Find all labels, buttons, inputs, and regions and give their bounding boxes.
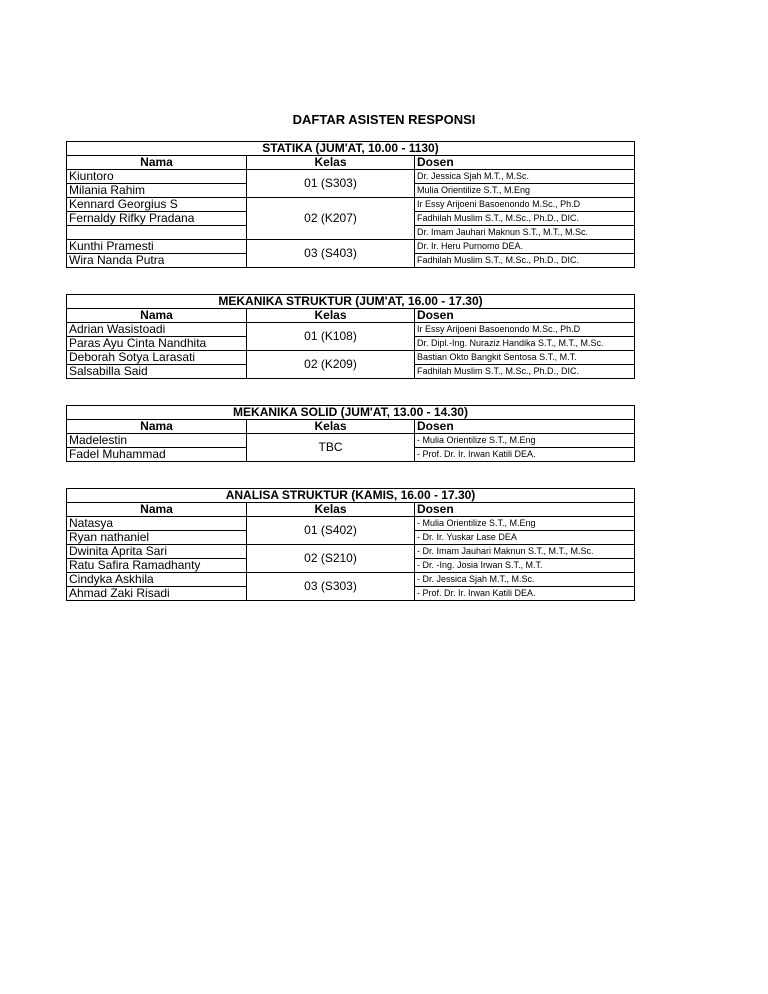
kelas-cell: TBC (247, 434, 415, 462)
dosen-cell: Fadhilah Muslim S.T., M.Sc., Ph.D., DIC. (415, 212, 635, 226)
kelas-cell: 02 (K207) (247, 198, 415, 240)
dosen-cell: - Prof. Dr. Ir. Irwan Katili DEA. (415, 448, 635, 462)
table-title-row (67, 142, 635, 156)
dosen-cell: - Dr. Ir. Yuskar Lase DEA (415, 531, 635, 545)
dosen-cell: Dr. Dipl.-Ing. Nuraziz Handika S.T., M.T., M.Sc. (415, 337, 635, 351)
table-row (67, 517, 635, 531)
document-title-text: DAFTAR ASISTEN RESPONSI (292, 112, 476, 127)
kelas-cell: 01 (K108) (247, 323, 415, 351)
header-kelas: Kelas (247, 156, 415, 170)
table-title: MEKANIKA STRUKTUR (JUM'AT, 16.00 - 17.30) (67, 295, 635, 309)
table-mekanika-struktur (66, 294, 635, 379)
table-row (67, 434, 635, 448)
dosen-cell: Fadhilah Muslim S.T., M.Sc., Ph.D., DIC. (415, 365, 635, 379)
nama-cell: Natasya (67, 517, 247, 531)
dosen-cell: - Dr. Jessica Sjah M.T., M.Sc. (415, 573, 635, 587)
table-title: STATIKA (JUM'AT, 10.00 - 1130) (67, 142, 635, 156)
dosen-cell: Ir Essy Arijoeni Basoenondo M.Sc., Ph.D (415, 198, 635, 212)
nama-cell: Dwinita Aprita Sari (67, 545, 247, 559)
dosen-cell: Bastian Okto Bangkit Sentosa S.T., M.T. (415, 351, 635, 365)
table-analisa-struktur (66, 488, 635, 601)
header-dosen: Dosen (415, 503, 635, 517)
nama-cell: Kunthi Pramesti (67, 240, 247, 254)
dosen-cell: Dr. Imam Jauhari Maknun S.T., M.T., M.Sc. (415, 226, 635, 240)
kelas-cell: 03 (S403) (247, 240, 415, 268)
dosen-cell: - Mulia Orientilize S.T., M.Eng (415, 434, 635, 448)
header-kelas: Kelas (247, 309, 415, 323)
table-mekanika-solid (66, 405, 635, 462)
header-row (67, 309, 635, 323)
dosen-cell: - Mulia Orientilize S.T., M.Eng (415, 517, 635, 531)
table-row (67, 351, 635, 365)
table-statika (66, 141, 635, 268)
dosen-cell: Fadhilah Muslim S.T., M.Sc., Ph.D., DIC. (415, 254, 635, 268)
kelas-cell: 01 (S303) (247, 170, 415, 198)
nama-cell: Ryan nathaniel (67, 531, 247, 545)
header-nama: Nama (67, 420, 247, 434)
header-dosen: Dosen (415, 156, 635, 170)
kelas-cell: 03 (S303) (247, 573, 415, 601)
nama-cell: Paras Ayu Cinta Nandhita (67, 337, 247, 351)
kelas-cell: 01 (S402) (247, 517, 415, 545)
kelas-cell: 02 (S210) (247, 545, 415, 573)
nama-cell: Salsabilla Said (67, 365, 247, 379)
table-row (67, 198, 635, 212)
dosen-cell: Dr. Jessica Sjah M.T., M.Sc. (415, 170, 635, 184)
table-row (67, 545, 635, 559)
nama-cell: Madelestin (67, 434, 247, 448)
header-nama: Nama (67, 156, 247, 170)
table-row (67, 323, 635, 337)
header-row (67, 420, 635, 434)
table-title: ANALISA STRUKTUR (KAMIS, 16.00 - 17.30) (67, 489, 635, 503)
nama-cell: Fernaldy Rifky Pradana (67, 212, 247, 226)
header-row (67, 503, 635, 517)
document-title (0, 112, 768, 127)
dosen-cell: Ir Essy Arijoeni Basoenondo M.Sc., Ph.D (415, 323, 635, 337)
nama-cell: Kiuntoro (67, 170, 247, 184)
table-row (67, 240, 635, 254)
table-row (67, 170, 635, 184)
nama-cell: Cindyka Askhila (67, 573, 247, 587)
nama-cell: Wira Nanda Putra (67, 254, 247, 268)
header-nama: Nama (67, 503, 247, 517)
dosen-cell: Mulia Orientilize S.T., M.Eng (415, 184, 635, 198)
table-title-row (67, 406, 635, 420)
header-nama: Nama (67, 309, 247, 323)
header-dosen: Dosen (415, 309, 635, 323)
nama-cell: Adrian Wasistoadi (67, 323, 247, 337)
header-kelas: Kelas (247, 503, 415, 517)
table-row (67, 573, 635, 587)
header-dosen: Dosen (415, 420, 635, 434)
table-title: MEKANIKA SOLID (JUM'AT, 13.00 - 14.30) (67, 406, 635, 420)
dosen-cell: - Dr. Imam Jauhari Maknun S.T., M.T., M.Sc. (415, 545, 635, 559)
nama-cell: Fadel Muhammad (67, 448, 247, 462)
nama-cell: Ahmad Zaki Risadi (67, 587, 247, 601)
nama-cell: Deborah Sotya Larasati (67, 351, 247, 365)
table-title-row (67, 295, 635, 309)
table-title-row (67, 489, 635, 503)
nama-cell: Milania Rahim (67, 184, 247, 198)
nama-cell: Ratu Safira Ramadhanty (67, 559, 247, 573)
nama-cell: Kennard Georgius S (67, 198, 247, 212)
dosen-cell: Dr. Ir. Heru Purnomo DEA. (415, 240, 635, 254)
kelas-cell: 02 (K209) (247, 351, 415, 379)
dosen-cell: - Prof. Dr. Ir. Irwan Katili DEA. (415, 587, 635, 601)
header-row (67, 156, 635, 170)
dosen-cell: - Dr. -Ing. Josia Irwan S.T., M.T. (415, 559, 635, 573)
header-kelas: Kelas (247, 420, 415, 434)
nama-cell (67, 226, 247, 240)
